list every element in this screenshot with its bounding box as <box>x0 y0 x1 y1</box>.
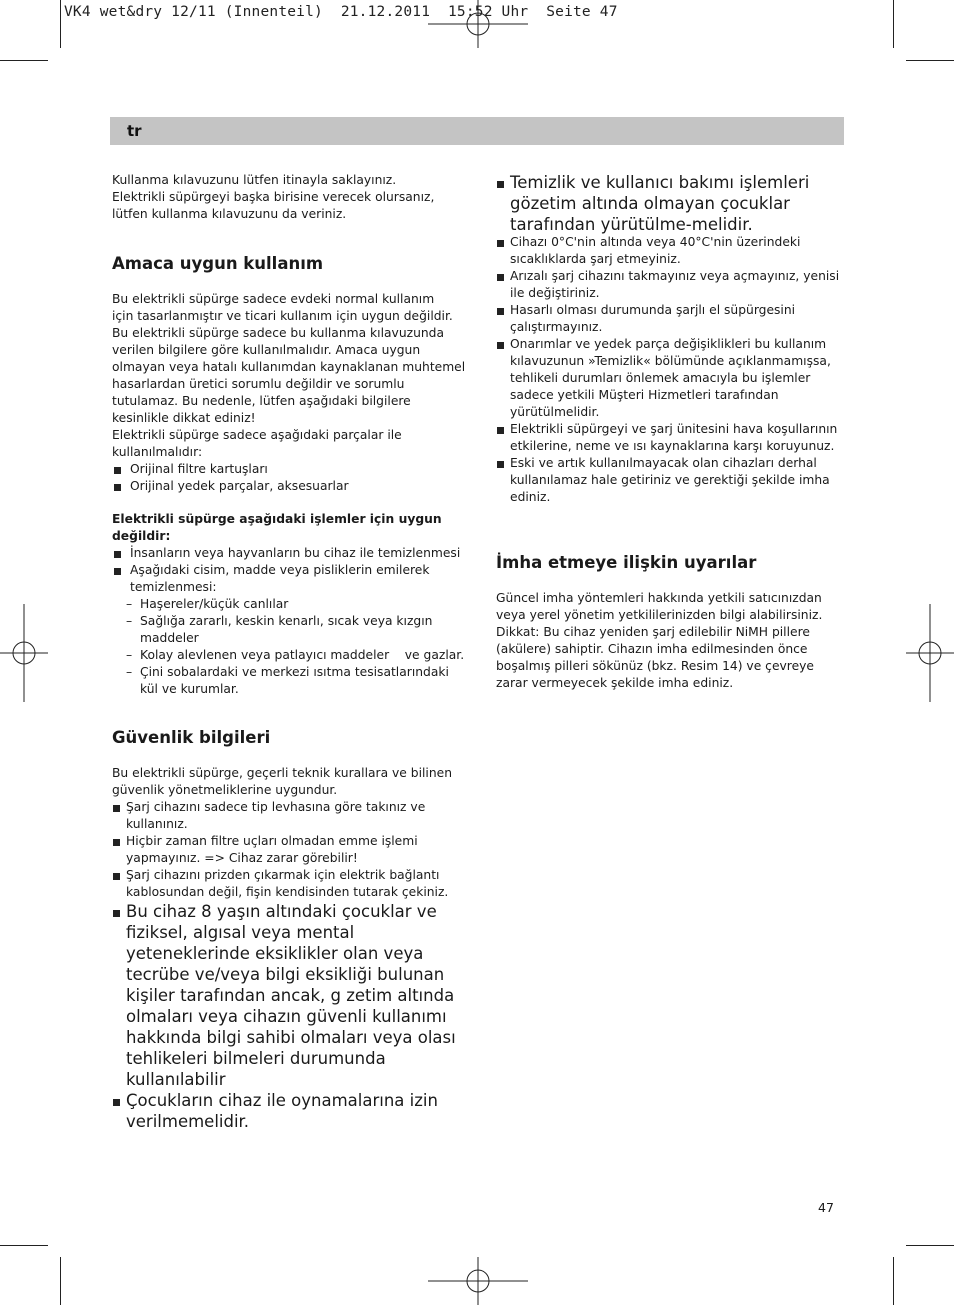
intro-line: Elektrikli süpürgeyi başka birisine verecek olursanız, <box>112 190 435 204</box>
list-item-line: kullanılabilir <box>126 1070 226 1089</box>
list-item <box>112 799 472 833</box>
dash-list <box>112 596 472 698</box>
list-item-line: fiziksel, algısal veya mental <box>126 923 355 942</box>
list-item-line: Çocukların cihaz ile oynamalarına izin <box>126 1091 438 1110</box>
paragraph-line: Bu elektrikli süpürge sadece bu kullanma kılavuzunda <box>112 326 445 340</box>
paragraph-line: hasarlardan üretici sorumlu değildir ve sorumlu <box>112 377 405 391</box>
list-item-line: kişiler tarafından ancak, g zetim altında <box>126 986 455 1005</box>
section-title: Amaca uygun kullanım <box>112 254 324 273</box>
crop-mark <box>60 0 61 48</box>
list-item <box>112 833 472 867</box>
paragraph-line: Bu elektrikli süpürge, geçerli teknik kurallara ve bilinen <box>112 766 452 780</box>
list-item-line: yürütülmelidir. <box>510 405 600 419</box>
list-item-line: Eski ve artık kullanılmayacak olan cihazları derhal <box>510 456 817 470</box>
list-item-line: tehlikeli durumları önlemek amacıyla bu işlemler <box>510 371 811 385</box>
list-item-line: yapmayınız. => Cihaz zarar görebilir! <box>126 851 358 865</box>
list-item-line: ile değiştiriniz. <box>510 286 600 300</box>
list-item: Aşağıdaki cisim, madde veya pisliklerin emilerek <box>112 562 472 579</box>
crop-mark <box>60 1257 61 1305</box>
children-warning-list <box>112 901 482 1132</box>
dash-item <box>112 664 472 698</box>
paragraph-line: Bu elektrikli süpürge sadece evdeki normal kullanım <box>112 292 435 306</box>
intended-use-body <box>112 291 472 495</box>
list-item: İnsanların veya hayvanların bu cihaz ile temizlenmesi <box>112 545 472 562</box>
section-intended-use <box>112 253 472 275</box>
paragraph-line: kullanılmalıdır: <box>112 445 203 459</box>
list-item <box>112 901 482 1090</box>
paragraph-line: zarar vermeyecek şekilde imha ediniz. <box>496 676 734 690</box>
list-item-line: kılavuzunun »Temizlik« bölümünde açıklanmamışsa, <box>510 354 831 368</box>
dash-item-line: Kolay alevlenen veya patlayıcı maddeler ve gazlar. <box>140 648 465 662</box>
paragraph-line: (akülere) sahiptir. Cihazın imha edilmesinden önce <box>496 642 808 656</box>
paragraph-line: Dikkat: Bu cihaz yeniden şarj edilebilir NiMH pillere <box>496 625 810 639</box>
paragraph-line: verilen bilgilere göre kullanılmalıdır. Amaca uygun <box>112 343 421 357</box>
paragraph-line: kesinlikle dikkat ediniz! <box>112 411 256 425</box>
registration-mark-right <box>906 604 954 702</box>
list-item: Orijinal yedek parçalar, aksesuarlar <box>112 478 472 495</box>
paragraph-line: boşalmış pilleri sökünüz (bkz. Resim 14) ve çevreye <box>496 659 814 673</box>
language-bar <box>110 117 844 145</box>
list-item <box>496 455 846 506</box>
list-item: Orijinal filtre kartuşları <box>112 461 472 478</box>
crop-mark <box>0 60 48 61</box>
paragraph-line: Elektrikli süpürge sadece aşağıdaki parçalar ile <box>112 428 402 442</box>
cleaning-warning-list <box>496 172 846 235</box>
subheading: Elektrikli süpürge aşağıdaki işlemler için uygun <box>112 512 442 526</box>
list-item-line: Şarj cihazını prizden çıkarmak için elektrik bağlantı <box>126 868 440 882</box>
crop-mark <box>893 1257 894 1305</box>
list-item-line: çalıştırmayınız. <box>510 320 603 334</box>
list-item-line: Şarj cihazını sadece tip levhasına göre takınız ve <box>126 800 426 814</box>
right-safety-list-block <box>496 234 846 506</box>
list-item <box>496 234 846 268</box>
list-item-line: Hiçbir zaman filtre uçları olmadan emme işlemi <box>126 834 418 848</box>
crop-mark <box>893 0 894 48</box>
allowed-parts-list <box>112 461 472 495</box>
dash-item-line: Çini sobalardaki ve merkezi ısıtma tesisatlarındaki <box>140 665 449 679</box>
section-safety <box>112 727 472 749</box>
list-item-line: Bu cihaz 8 yaşın altındaki çocuklar ve <box>126 902 437 921</box>
list-item-line: tarafından yürütülme-melidir. <box>510 215 753 234</box>
paragraph-line: Güncel imha yöntemleri hakkında yetkili satıcınızdan <box>496 591 822 605</box>
registration-mark-left <box>0 604 48 702</box>
dash-item-line: Haşereler/küçük canlılar <box>140 597 289 611</box>
list-item <box>496 302 846 336</box>
list-item-line: sadece yetkili Müşteri Hizmetleri tarafından <box>510 388 779 402</box>
list-item-line: Arızalı şarj cihazını takmayınız veya açmayınız, yenisi <box>510 269 840 283</box>
subheading: değildir: <box>112 529 171 543</box>
list-item <box>496 336 846 421</box>
crop-mark <box>0 1245 48 1246</box>
dash-item-line: kül ve kurumlar. <box>140 682 239 696</box>
list-item-line: Elektrikli süpürgeyi ve şarj ünitesini hava koşullarının <box>510 422 838 436</box>
dash-item <box>112 596 472 613</box>
safety-body <box>112 765 472 901</box>
list-item-line: Onarımlar ve yedek parça değişiklikleri bu kullanım <box>510 337 827 351</box>
dash-item-line: Sağlığa zararlı, keskin kenarlı, sıcak veya kızgın <box>140 614 433 628</box>
dash-item-line: maddeler <box>140 631 199 645</box>
dash-item <box>112 613 472 647</box>
list-item <box>112 867 472 901</box>
not-suitable-block <box>112 511 472 698</box>
paragraph-line: tutulamaz. Bu nedenle, lütfen aşağıdaki bilgilere <box>112 394 411 408</box>
list-item-line: ediniz. <box>510 490 551 504</box>
list-item-line: yeteneklerinde eksiklikler olan veya <box>126 944 424 963</box>
section-title: Güvenlik bilgileri <box>112 728 271 747</box>
paragraph-line: veya yerel yönetim yetkililerinizden bilgi alabilirsiniz. <box>496 608 823 622</box>
list-item-line: olmaları veya cihazın güvenli kullanımı <box>126 1007 447 1026</box>
safety-list <box>112 799 472 901</box>
list-item <box>112 1090 482 1132</box>
print-header: VK4 wet&dry 12/11 (Innenteil) 21.12.2011 15:52 Uhr Seite 47 <box>64 4 618 20</box>
dash-item <box>112 647 472 664</box>
list-item-line: Cihazı 0°C'nin altında veya 40°C'nin üzerindeki <box>510 235 801 249</box>
section-title: İmha etmeye ilişkin uyarılar <box>496 553 757 572</box>
list-item-line: tehlikeleri bilmeleri durumunda <box>126 1049 386 1068</box>
list-item-line: kablosundan değil, fişin kendisinden tutarak çekiniz. <box>126 885 449 899</box>
disposal-body <box>496 590 846 692</box>
page-number: 47 <box>818 1200 834 1215</box>
children-warning-block <box>112 901 482 1132</box>
list-item <box>496 421 846 455</box>
list-item-line: kullanılamaz hale getiriniz ve gerektiği şekilde imha <box>510 473 830 487</box>
list-item-continuation: temizlenmesi: <box>130 580 217 594</box>
cleaning-warning-block <box>496 172 846 235</box>
list-item-line: hakkında bilgi sahibi olmaları veya olası <box>126 1028 456 1047</box>
crop-mark <box>906 60 954 61</box>
paragraph-line: olmayan veya hatalı kullanımdan kaynaklanan muhtemel <box>112 360 466 374</box>
list-item-line: sıcaklıklarda şarj etmeyiniz. <box>510 252 681 266</box>
list-item-line: verilmemelidir. <box>126 1112 250 1131</box>
list-item <box>496 268 846 302</box>
section-disposal <box>496 552 846 574</box>
paragraph-line: için tasarlanmıştır ve ticari kullanım için uygun değildir. <box>112 309 453 323</box>
list-item-line: gözetim altında olmayan çocuklar <box>510 194 790 213</box>
crop-mark <box>906 1245 954 1246</box>
list-item-line: Hasarlı olması durumunda şarjlı el süpürgesini <box>510 303 796 317</box>
intro-line: lütfen kullanma kılavuzunu da veriniz. <box>112 207 347 221</box>
intro-line: Kullanma kılavuzunu lütfen itinayla saklayınız. <box>112 173 397 187</box>
list-item-line: etkilerine, neme ve ısı kaynaklarına karşı koruyunuz. <box>510 439 835 453</box>
left-column <box>112 172 472 223</box>
registration-mark-bottom <box>428 1257 528 1305</box>
language-tag: tr <box>127 122 142 140</box>
registration-mark-top <box>428 0 528 48</box>
paragraph-line: güvenlik yönetmeliklerine uygundur. <box>112 783 338 797</box>
list-item-line: kullanınız. <box>126 817 188 831</box>
not-suitable-list <box>112 545 472 579</box>
list-item <box>496 172 846 235</box>
list-item-line: tecrübe ve/veya bilgi eksikliği bulunan <box>126 965 445 984</box>
list-item-line: Temizlik ve kullanıcı bakımı işlemleri <box>510 173 810 192</box>
right-safety-list <box>496 234 846 506</box>
